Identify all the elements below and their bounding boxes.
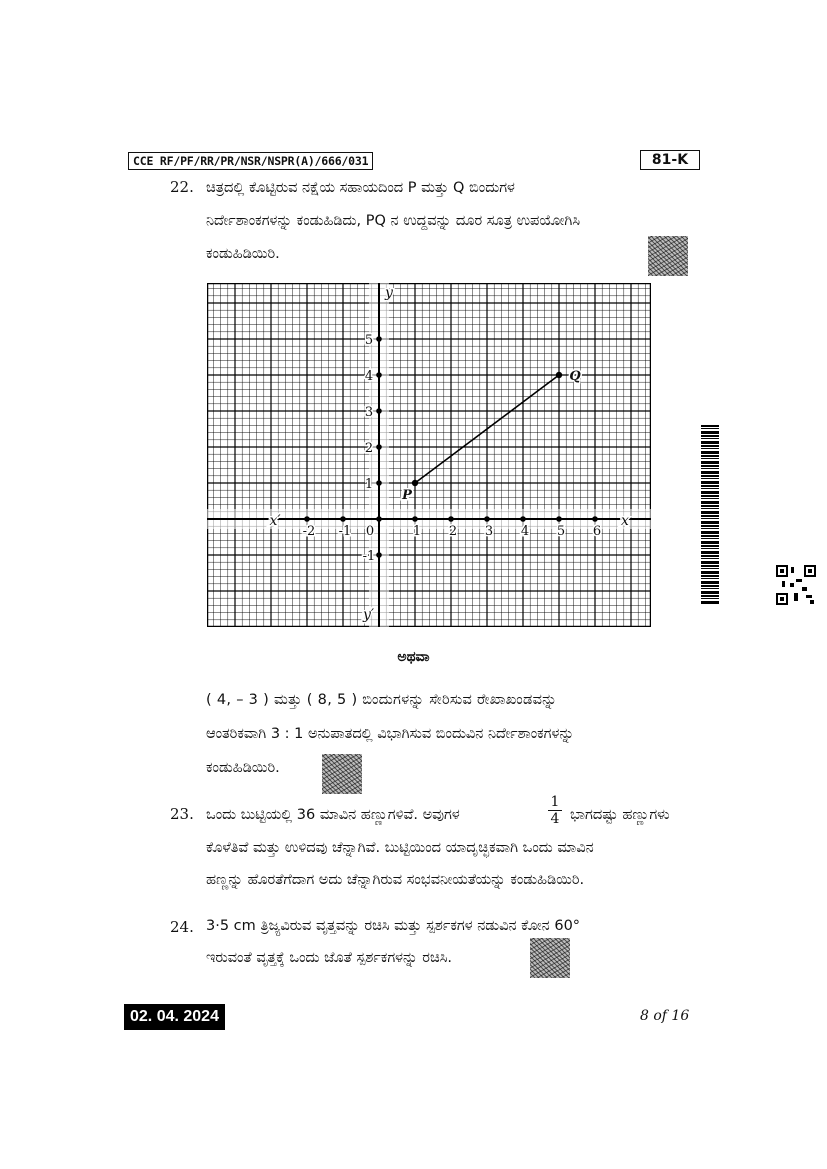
question-text-line: ಹಣ್ಣನ್ನು ಹೊರತೆಗೆದಾಗ ಅದು ಚೆನ್ನಾಗಿರುವ ಸಂಭವನೀಯತೆಯನ್ನು ಕಂಡುಹಿಡಿಯಿರಿ.: [206, 872, 585, 888]
y-tick-dot: [376, 480, 382, 486]
point-label: P: [402, 488, 412, 503]
exam-date: 02. 04. 2024: [124, 1004, 225, 1030]
question-number: 24.: [170, 918, 194, 936]
question-text-line: ಚಿತ್ರದಲ್ಲಿ ಕೊಟ್ಟಿರುವ ನಕ್ಷೆಯ ಸಹಾಯದಿಂದ P ಮತ್ತು Q ಬಿಂದುಗಳ: [206, 180, 515, 196]
question-text-line: 3·5 cm ತ್ರಿಜ್ಯವಿರುವ ವೃತ್ತವನ್ನು ರಚಿಸಿ ಮತ್ತು ಸ್ಪರ್ಶಕಗಳ ನಡುವಿನ ಕೋನ 60°: [206, 918, 581, 934]
question-text-line: ನಿರ್ದೇಶಾಂಕಗಳನ್ನು ಕಂಡುಹಿಡಿದು, PQ ನ ಉದ್ದವನ್ನು ದೂರ ಸೂತ್ರ ಉಪಯೋಗಿಸಿ: [206, 213, 581, 229]
question-number: 23.: [170, 805, 194, 823]
x-tick-label: -2: [302, 524, 316, 539]
x-tick-dot: [484, 516, 490, 522]
x-tick-dot: [448, 516, 454, 522]
x-tick-label: -1: [338, 524, 352, 539]
x-tick-label: 4: [520, 524, 530, 539]
qr-code: [776, 565, 816, 605]
fraction-numerator: 1: [550, 794, 560, 810]
barcode: [701, 425, 719, 605]
y-axis-label: y: [385, 285, 393, 301]
y-tick-label: 2: [364, 441, 374, 456]
point-label: Q: [569, 369, 581, 384]
page-number: 8 of 16: [640, 1008, 690, 1024]
alt-question-line: ಆಂತರಿಕವಾಗಿ 3 : 1 ಅನುಪಾತದಲ್ಲಿ ವಿಭಾಗಿಸುವ ಬಿಂದುವಿನ ನಿರ್ದೇಶಾಂಕಗಳನ್ನು: [206, 726, 575, 742]
x-neg-axis-label: x′: [269, 513, 281, 529]
question-text-line: ಕೊಳೆತಿವೆ ಮತ್ತು ಉಳಿದವು ಚೆನ್ನಾಗಿವೆ. ಬುಟ್ಟಿಯಿಂದ ಯಾದೃಚ್ಛಿಕವಾಗಿ ಒಂದು ಮಾವಿನ: [206, 840, 594, 856]
qr-code-image: [322, 754, 362, 794]
coordinate-graph: [207, 283, 651, 627]
question-text-line: ಇರುವಂತೆ ವೃತ್ತಕ್ಕೆ ಒಂದು ಜೊತೆ ಸ್ಪರ್ಶಕಗಳನ್ನು ರಚಿಸಿ.: [206, 950, 453, 966]
x-tick-dot: [592, 516, 598, 522]
question-text-line: ಭಾಗದಷ್ಟು ಹಣ್ಣುಗಳು: [570, 807, 670, 823]
fraction-denominator: 4: [548, 810, 562, 827]
x-tick-dot: [520, 516, 526, 522]
qr-code-image: [648, 236, 688, 276]
y-tick-label: 4: [364, 369, 374, 384]
y-tick-label: 1: [364, 477, 374, 492]
y-tick-dot: [376, 552, 382, 558]
y-tick-label: 3: [364, 405, 374, 420]
paper-code: 81-K: [640, 150, 700, 170]
point-p: [412, 480, 418, 486]
x-tick-label: 5: [556, 524, 566, 539]
question-number: 22.: [170, 178, 194, 196]
y-tick-dot: [376, 408, 382, 414]
x-tick-dot: [412, 516, 418, 522]
graph-background: [207, 283, 651, 627]
exam-code: CCE RF/PF/RR/PR/NSR/NSPR(A)/666/031: [128, 152, 373, 170]
question-text-line: ಒಂದು ಬುಟ್ಟಿಯಲ್ಲಿ 36 ಮಾವಿನ ಹಣ್ಣುಗಳಿವೆ. ಅವುಗಳ: [206, 807, 460, 823]
x-tick-label: 1: [412, 524, 422, 539]
x-tick-label: 6: [592, 524, 602, 539]
y-tick-label: 5: [364, 333, 374, 348]
alt-question-line: ಕಂಡುಹಿಡಿಯಿರಿ.: [206, 760, 280, 776]
x-tick-dot: [556, 516, 562, 522]
question-text-line: ಕಂಡುಹಿಡಿಯಿರಿ.: [206, 246, 280, 262]
y-tick-dot: [376, 372, 382, 378]
x-tick-dot: [340, 516, 346, 522]
y-tick-dot: [376, 336, 382, 342]
fraction: [548, 794, 562, 827]
y-tick-label: -1: [362, 549, 376, 564]
x-tick-label: 2: [448, 524, 458, 539]
x-tick-label: 0: [365, 524, 375, 539]
y-tick-dot: [376, 444, 382, 450]
point-q: [556, 372, 562, 378]
x-axis-label: x: [621, 513, 629, 529]
alt-question-line: ( 4, – 3 ) ಮತ್ತು ( 8, 5 ) ಬಿಂದುಗಳನ್ನು ಸೇರಿಸುವ ರೇಖಾಖಂಡವನ್ನು: [206, 692, 558, 708]
x-tick-dot: [376, 516, 382, 522]
y-neg-axis-label: y′: [363, 607, 375, 623]
or-separator: ಅಥವಾ: [397, 649, 430, 665]
qr-code-image: [530, 938, 570, 978]
x-tick-label: 3: [484, 524, 494, 539]
x-tick-dot: [304, 516, 310, 522]
